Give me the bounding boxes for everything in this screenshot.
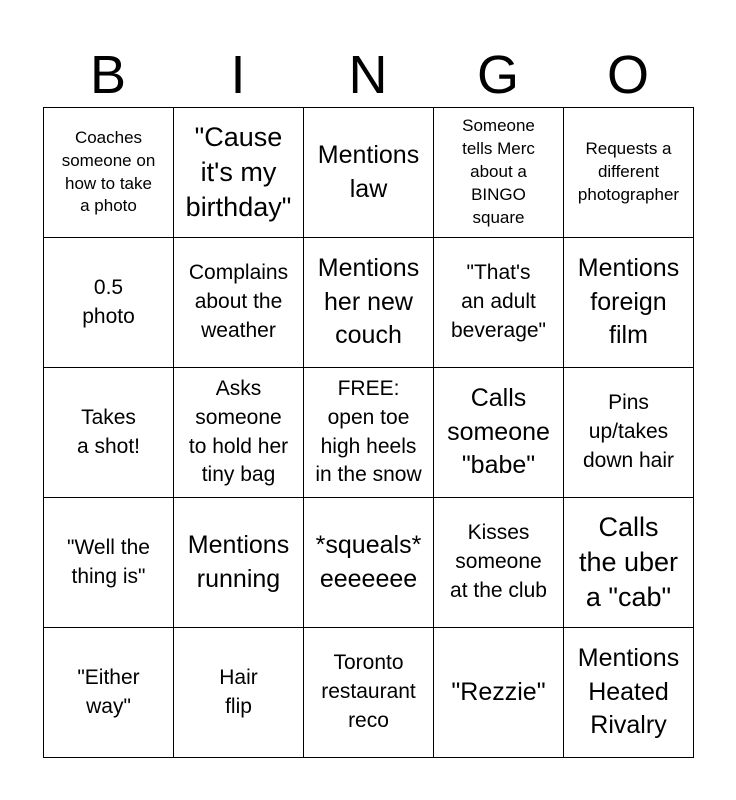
- bingo-cell-r3-c3[interactable]: [304, 368, 434, 498]
- bingo-cell-r1-c3[interactable]: [304, 108, 434, 238]
- bingo-cell-r2-c3[interactable]: [304, 238, 434, 368]
- bingo-cell-r1-c4[interactable]: [434, 108, 564, 238]
- bingo-cell-text: "Cause it's my birthday": [185, 121, 292, 223]
- bingo-cell-text: Calls the uber a "cab": [578, 511, 679, 613]
- bingo-cell-text: Takes a shot!: [76, 405, 141, 458]
- bingo-cell-text: Asks someone to hold her tiny bag: [188, 376, 289, 487]
- bingo-cell-text: 0.5 photo: [82, 275, 135, 328]
- header-letter-i: I: [230, 45, 246, 105]
- bingo-cell-text: "Well the thing is": [67, 535, 150, 588]
- bingo-cell-r3-c5[interactable]: [564, 368, 694, 498]
- bingo-board: [43, 107, 694, 758]
- bingo-header: [43, 40, 693, 108]
- bingo-cell-r3-c1[interactable]: [44, 368, 174, 498]
- bingo-cell-r2-c1[interactable]: [44, 238, 174, 368]
- bingo-cell-r5-c1[interactable]: [44, 628, 174, 758]
- bingo-cell-text: Complains about the weather: [188, 261, 289, 342]
- header-letter-b: B: [89, 45, 127, 105]
- bingo-cell-r4-c3[interactable]: [304, 498, 434, 628]
- bingo-cell-r4-c4[interactable]: [434, 498, 564, 628]
- header-letter-g: G: [476, 45, 519, 105]
- bingo-cell-r5-c2[interactable]: [174, 628, 304, 758]
- header-letter-n: N: [348, 45, 388, 105]
- bingo-cell-r4-c1[interactable]: [44, 498, 174, 628]
- bingo-cell-r3-c4[interactable]: [434, 368, 564, 498]
- bingo-cell-r4-c2[interactable]: [174, 498, 304, 628]
- bingo-cell-text: "Rezzie": [451, 677, 546, 706]
- bingo-cell-text: "That's an adult beverage": [450, 261, 547, 342]
- bingo-cell-r2-c4[interactable]: [434, 238, 564, 368]
- bingo-cell-text: Requests a different photographer: [577, 139, 680, 204]
- bingo-cell-text: Kisses someone at the club: [450, 521, 547, 602]
- bingo-cell-text: Coaches someone on how to take a photo: [61, 127, 156, 216]
- bingo-cell-text: Someone tells Merc about a BINGO square: [462, 116, 535, 227]
- bingo-cell-text: *squeals* eeeeeee: [315, 531, 422, 593]
- bingo-cell-r5-c3[interactable]: [304, 628, 434, 758]
- bingo-cell-text: Mentions running: [187, 531, 290, 593]
- bingo-cell-r1-c1[interactable]: [44, 108, 174, 238]
- bingo-cell-text: Hair flip: [219, 665, 258, 718]
- bingo-cell-r3-c2[interactable]: [174, 368, 304, 498]
- bingo-cell-r5-c5[interactable]: [564, 628, 694, 758]
- bingo-cell-text: Mentions Heated Rivalry: [577, 644, 680, 740]
- bingo-cell-text: FREE: open toe high heels in the snow: [315, 376, 422, 487]
- bingo-cell-r1-c2[interactable]: [174, 108, 304, 238]
- bingo-cell-text: Mentions law: [317, 141, 420, 203]
- bingo-cell-r2-c2[interactable]: [174, 238, 304, 368]
- bingo-cell-text: Toronto restaurant reco: [321, 651, 416, 732]
- bingo-cell-r1-c5[interactable]: [564, 108, 694, 238]
- bingo-cell-text: Calls someone "babe": [447, 384, 550, 480]
- bingo-cell-r5-c4[interactable]: [434, 628, 564, 758]
- header-letter-o: O: [606, 45, 649, 105]
- bingo-cell-r2-c5[interactable]: [564, 238, 694, 368]
- bingo-cell-r4-c5[interactable]: [564, 498, 694, 628]
- bingo-cell-text: Mentions foreign film: [577, 254, 680, 350]
- bingo-cell-text: "Either way": [77, 665, 140, 718]
- bingo-cell-text: Pins up/takes down hair: [582, 391, 675, 472]
- bingo-cell-text: Mentions her new couch: [317, 254, 420, 350]
